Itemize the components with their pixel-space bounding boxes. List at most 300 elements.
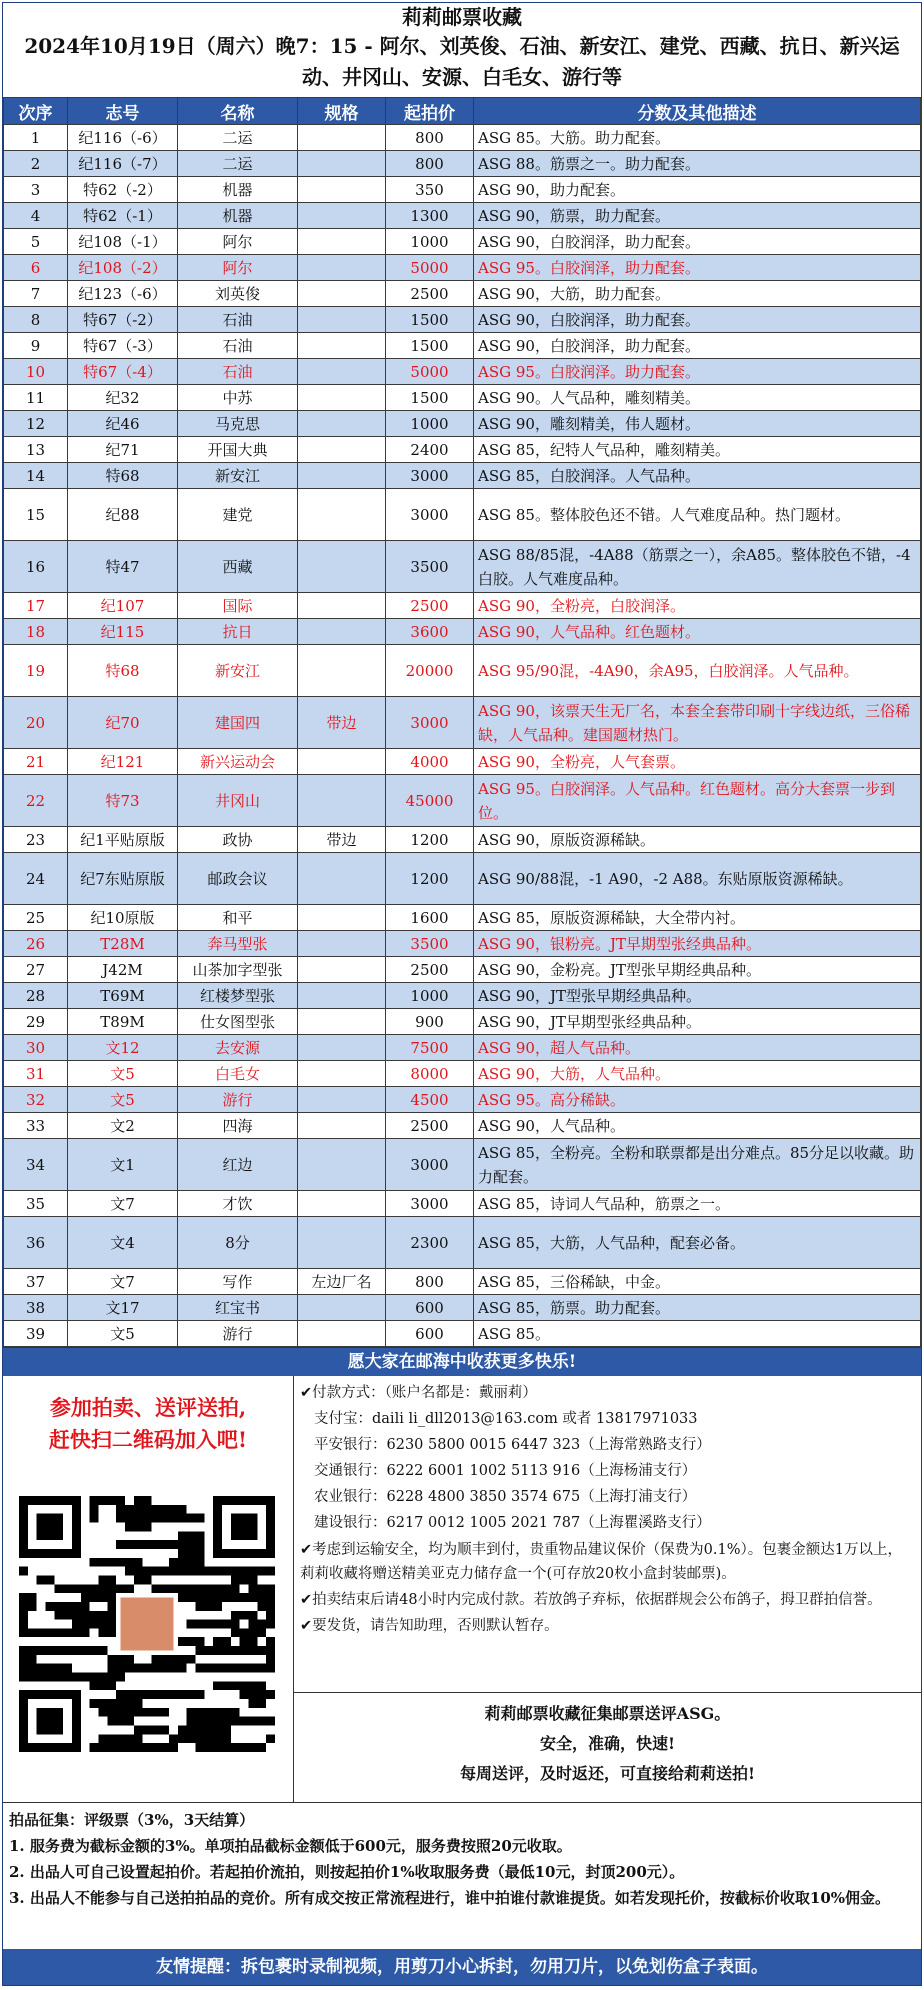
row-desc: ASG 90，大筋，人气品种。 bbox=[474, 1061, 921, 1087]
row-desc: ASG 85，三俗稀缺，中金。 bbox=[474, 1269, 921, 1295]
row-desc: ASG 85，大筋，人气品种，配套必备。 bbox=[474, 1217, 921, 1269]
page-subtitle: 2024年10月19日（周六）晚7：15 - 阿尔、刘英俊、石油、新安江、建党、西藏、抗日、新兴运动、井冈山、安源、白毛女、游行等 bbox=[24, 34, 900, 89]
row-spec bbox=[298, 853, 386, 905]
row-no: 4 bbox=[4, 203, 68, 229]
row-name: 奔马型张 bbox=[178, 931, 298, 957]
row-name: 游行 bbox=[178, 1321, 298, 1347]
table-row bbox=[4, 1139, 921, 1191]
rule-item: 3. 出品人不能参与自己送拍拍品的竞价。所有成交按正常流程进行，谁中拍谁付款谁提货。如若发现托价，按截标价收取10%佣金。 bbox=[9, 1889, 891, 1907]
row-price: 45000 bbox=[386, 775, 474, 827]
row-code: 特67（-2） bbox=[68, 307, 178, 333]
row-price: 900 bbox=[386, 1009, 474, 1035]
row-name: 和平 bbox=[178, 905, 298, 931]
row-price: 1500 bbox=[386, 385, 474, 411]
row-code: 纪1平贴原版 bbox=[68, 827, 178, 853]
bank-line-bocom: 交通银行：6222 6001 1002 5113 916（上海杨浦支行） bbox=[314, 1463, 697, 1479]
asg-service-box bbox=[294, 1692, 921, 1802]
row-desc: ASG 95/90混，-4A90，余A95，白胶润泽。人气品种。 bbox=[474, 645, 921, 697]
row-name: 邮政会议 bbox=[178, 853, 298, 905]
row-price: 8000 bbox=[386, 1061, 474, 1087]
row-spec bbox=[298, 957, 386, 983]
row-spec bbox=[298, 775, 386, 827]
row-desc: ASG 90，人气品种。 bbox=[474, 1113, 921, 1139]
row-price: 1000 bbox=[386, 983, 474, 1009]
row-price: 1200 bbox=[386, 853, 474, 905]
table-row bbox=[4, 749, 921, 775]
table-row bbox=[4, 1009, 921, 1035]
row-name: 二运 bbox=[178, 151, 298, 177]
table-row bbox=[4, 489, 921, 541]
row-spec bbox=[298, 1217, 386, 1269]
row-desc: ASG 90，白胶润泽，助力配套。 bbox=[474, 333, 921, 359]
row-code: 纪107 bbox=[68, 593, 178, 619]
row-spec bbox=[298, 983, 386, 1009]
row-no: 35 bbox=[4, 1191, 68, 1217]
row-spec bbox=[298, 1009, 386, 1035]
table-row bbox=[4, 983, 921, 1009]
row-desc: ASG 85。 bbox=[474, 1321, 921, 1347]
row-code: 纪7东贴原版 bbox=[68, 853, 178, 905]
row-spec: 带边 bbox=[298, 827, 386, 853]
row-spec: 带边 bbox=[298, 697, 386, 749]
row-no: 7 bbox=[4, 281, 68, 307]
row-price: 350 bbox=[386, 177, 474, 203]
asg-line-1: 莉莉邮票收藏征集邮票送评ASG。 bbox=[484, 1704, 731, 1723]
row-no: 30 bbox=[4, 1035, 68, 1061]
row-name: 石油 bbox=[178, 359, 298, 385]
row-price: 3000 bbox=[386, 1191, 474, 1217]
row-spec bbox=[298, 1113, 386, 1139]
row-code: 特68 bbox=[68, 463, 178, 489]
row-code: T28M bbox=[68, 931, 178, 957]
rule-item: 2. 出品人可自己设置起拍价。若起拍价流拍，则按起拍价1%收取服务费（最低10元，封顶200元）。 bbox=[9, 1863, 685, 1881]
row-no: 36 bbox=[4, 1217, 68, 1269]
row-desc: ASG 88。筋票之一。助力配套。 bbox=[474, 151, 921, 177]
table-row bbox=[4, 931, 921, 957]
row-price: 3500 bbox=[386, 541, 474, 593]
row-code: 特67（-4） bbox=[68, 359, 178, 385]
row-desc: ASG 90，雕刻精美，伟人题材。 bbox=[474, 411, 921, 437]
row-no: 10 bbox=[4, 359, 68, 385]
row-price: 2400 bbox=[386, 437, 474, 463]
table-row bbox=[4, 697, 921, 749]
row-no: 15 bbox=[4, 489, 68, 541]
row-code: 纪70 bbox=[68, 697, 178, 749]
table-row bbox=[4, 125, 921, 151]
row-code: 文5 bbox=[68, 1087, 178, 1113]
row-name: 红边 bbox=[178, 1139, 298, 1191]
row-price: 2500 bbox=[386, 281, 474, 307]
row-code: 纪10原版 bbox=[68, 905, 178, 931]
row-no: 1 bbox=[4, 125, 68, 151]
row-no: 14 bbox=[4, 463, 68, 489]
row-price: 2300 bbox=[386, 1217, 474, 1269]
payment-info bbox=[294, 1376, 921, 1692]
table-row bbox=[4, 853, 921, 905]
row-spec bbox=[298, 905, 386, 931]
row-no: 12 bbox=[4, 411, 68, 437]
row-name: 中苏 bbox=[178, 385, 298, 411]
asg-line-2: 安全，准确，快速! bbox=[539, 1734, 676, 1753]
row-spec bbox=[298, 1087, 386, 1113]
row-spec bbox=[298, 463, 386, 489]
table-row bbox=[4, 775, 921, 827]
row-no: 25 bbox=[4, 905, 68, 931]
row-price: 1600 bbox=[386, 905, 474, 931]
row-code: 特47 bbox=[68, 541, 178, 593]
row-name: 新兴运动会 bbox=[178, 749, 298, 775]
row-code: 文5 bbox=[68, 1321, 178, 1347]
row-code: 纪116（-6） bbox=[68, 125, 178, 151]
row-desc: ASG 90，超人气品种。 bbox=[474, 1035, 921, 1061]
auction-table bbox=[3, 97, 921, 1347]
row-name: 新安江 bbox=[178, 645, 298, 697]
row-no: 19 bbox=[4, 645, 68, 697]
row-desc: ASG 90，JT早期型张经典品种。 bbox=[474, 1009, 921, 1035]
row-code: 文2 bbox=[68, 1113, 178, 1139]
row-name: 开国大典 bbox=[178, 437, 298, 463]
row-spec bbox=[298, 437, 386, 463]
row-spec bbox=[298, 541, 386, 593]
promo-text bbox=[3, 1392, 293, 1456]
row-no: 28 bbox=[4, 983, 68, 1009]
row-desc: ASG 90，人气品种。红色题材。 bbox=[474, 619, 921, 645]
page-title: 莉莉邮票收藏 bbox=[402, 5, 522, 29]
promo-line-1: 参加拍卖、送评送拍, bbox=[49, 1395, 247, 1420]
table-row bbox=[4, 593, 921, 619]
row-no: 21 bbox=[4, 749, 68, 775]
table-row bbox=[4, 1035, 921, 1061]
row-price: 3000 bbox=[386, 489, 474, 541]
row-price: 1500 bbox=[386, 333, 474, 359]
bank-line-pingan: 平安银行：6230 5800 0015 6447 323（上海常熟路支行） bbox=[314, 1437, 711, 1453]
row-code: 特62（-2） bbox=[68, 177, 178, 203]
payment-panel bbox=[294, 1376, 921, 1802]
row-spec bbox=[298, 1295, 386, 1321]
table-row bbox=[4, 255, 921, 281]
alipay-line: 支付宝：daili li_dll2013@163.com 或者 13817971033 bbox=[314, 1411, 698, 1427]
row-no: 6 bbox=[4, 255, 68, 281]
bank-line-abc: 农业银行：6228 4800 3850 3574 675（上海打浦支行） bbox=[314, 1489, 697, 1505]
row-name: 西藏 bbox=[178, 541, 298, 593]
row-price: 3000 bbox=[386, 697, 474, 749]
delivery-note: ✔要发货，请告知助理，否则默认暂存。 bbox=[300, 1618, 559, 1634]
row-no: 3 bbox=[4, 177, 68, 203]
row-price: 1000 bbox=[386, 229, 474, 255]
rules-title: 拍品征集：评级票（3%，3天结算） bbox=[9, 1811, 255, 1829]
row-desc: ASG 90，助力配套。 bbox=[474, 177, 921, 203]
row-code: T69M bbox=[68, 983, 178, 1009]
row-spec bbox=[298, 931, 386, 957]
table-row bbox=[4, 645, 921, 697]
row-no: 8 bbox=[4, 307, 68, 333]
row-name: 井冈山 bbox=[178, 775, 298, 827]
row-spec bbox=[298, 593, 386, 619]
row-spec bbox=[298, 749, 386, 775]
row-price: 2500 bbox=[386, 1113, 474, 1139]
row-no: 34 bbox=[4, 1139, 68, 1191]
row-name: 刘英俊 bbox=[178, 281, 298, 307]
row-price: 800 bbox=[386, 125, 474, 151]
row-price: 20000 bbox=[386, 645, 474, 697]
table-row bbox=[4, 359, 921, 385]
row-code: 文4 bbox=[68, 1217, 178, 1269]
row-no: 22 bbox=[4, 775, 68, 827]
row-no: 5 bbox=[4, 229, 68, 255]
row-desc: ASG 85，诗词人气品种，筋票之一。 bbox=[474, 1191, 921, 1217]
row-spec bbox=[298, 1191, 386, 1217]
row-code: 文5 bbox=[68, 1061, 178, 1087]
row-no: 24 bbox=[4, 853, 68, 905]
row-price: 4500 bbox=[386, 1087, 474, 1113]
row-spec bbox=[298, 645, 386, 697]
payment-title: ✔付款方式：（账户名都是：戴丽莉） bbox=[300, 1385, 537, 1401]
row-price: 3600 bbox=[386, 619, 474, 645]
row-code: 纪115 bbox=[68, 619, 178, 645]
row-price: 600 bbox=[386, 1321, 474, 1347]
table-row bbox=[4, 619, 921, 645]
row-desc: ASG 90，筋票，助力配套。 bbox=[474, 203, 921, 229]
table-row bbox=[4, 463, 921, 489]
row-desc: ASG 90，原版资源稀缺。 bbox=[474, 827, 921, 853]
row-price: 600 bbox=[386, 1295, 474, 1321]
row-no: 27 bbox=[4, 957, 68, 983]
row-code: 特62（-1） bbox=[68, 203, 178, 229]
row-spec bbox=[298, 385, 386, 411]
row-desc: ASG 90，全粉亮，白胶润泽。 bbox=[474, 593, 921, 619]
row-code: 特68 bbox=[68, 645, 178, 697]
row-desc: ASG 85。整体胶色还不错。人气难度品种。热门题材。 bbox=[474, 489, 921, 541]
row-name: 抗日 bbox=[178, 619, 298, 645]
row-code: 纪121 bbox=[68, 749, 178, 775]
row-desc: ASG 95。白胶润泽。助力配套。 bbox=[474, 359, 921, 385]
table-row bbox=[4, 1321, 921, 1347]
table-row bbox=[4, 905, 921, 931]
row-code: 文17 bbox=[68, 1295, 178, 1321]
row-price: 3000 bbox=[386, 1139, 474, 1191]
table-row bbox=[4, 1087, 921, 1113]
row-name: 白毛女 bbox=[178, 1061, 298, 1087]
row-desc: ASG 90，白胶润泽，助力配套。 bbox=[474, 229, 921, 255]
col-header-desc: 分数及其他描述 bbox=[474, 98, 921, 125]
row-no: 33 bbox=[4, 1113, 68, 1139]
row-price: 2500 bbox=[386, 593, 474, 619]
table-row bbox=[4, 827, 921, 853]
row-price: 3500 bbox=[386, 931, 474, 957]
row-code: 纪88 bbox=[68, 489, 178, 541]
row-code: 特73 bbox=[68, 775, 178, 827]
row-no: 38 bbox=[4, 1295, 68, 1321]
row-spec bbox=[298, 1139, 386, 1191]
row-no: 32 bbox=[4, 1087, 68, 1113]
row-code: 纪116（-7） bbox=[68, 151, 178, 177]
row-desc: ASG 85。大筋。助力配套。 bbox=[474, 125, 921, 151]
payment-deadline-note: ✔拍卖结束后请48小时内完成付款。若放鸽子弃标，依据群规会公布鸽子，拇卫群拍信誉。 bbox=[300, 1592, 882, 1608]
row-name: 二运 bbox=[178, 125, 298, 151]
row-no: 37 bbox=[4, 1269, 68, 1295]
table-row bbox=[4, 1269, 921, 1295]
row-code: 纪108（-2） bbox=[68, 255, 178, 281]
table-row bbox=[4, 1061, 921, 1087]
row-desc: ASG 85，筋票。助力配套。 bbox=[474, 1295, 921, 1321]
row-price: 1200 bbox=[386, 827, 474, 853]
row-name: 国际 bbox=[178, 593, 298, 619]
row-spec bbox=[298, 177, 386, 203]
row-no: 2 bbox=[4, 151, 68, 177]
row-name: 四海 bbox=[178, 1113, 298, 1139]
qr-code-icon[interactable] bbox=[19, 1496, 275, 1752]
row-desc: ASG 85，原版资源稀缺，大全带内衬。 bbox=[474, 905, 921, 931]
row-spec bbox=[298, 125, 386, 151]
row-price: 2500 bbox=[386, 957, 474, 983]
row-desc: ASG 95。高分稀缺。 bbox=[474, 1087, 921, 1113]
row-name: 游行 bbox=[178, 1087, 298, 1113]
table-row bbox=[4, 229, 921, 255]
row-spec bbox=[298, 333, 386, 359]
row-name: 马克思 bbox=[178, 411, 298, 437]
table-row bbox=[4, 1295, 921, 1321]
table-header-row bbox=[4, 98, 921, 125]
row-name: 政协 bbox=[178, 827, 298, 853]
col-header-name: 名称 bbox=[178, 98, 298, 125]
row-code: 纪108（-1） bbox=[68, 229, 178, 255]
asg-line-3: 每周送评，及时返还，可直接给莉莉送拍! bbox=[459, 1764, 756, 1783]
row-no: 23 bbox=[4, 827, 68, 853]
row-name: 去安源 bbox=[178, 1035, 298, 1061]
row-no: 13 bbox=[4, 437, 68, 463]
row-spec bbox=[298, 151, 386, 177]
table-row bbox=[4, 1113, 921, 1139]
table-row bbox=[4, 281, 921, 307]
row-desc: ASG 90。人气品种，雕刻精美。 bbox=[474, 385, 921, 411]
row-price: 1000 bbox=[386, 411, 474, 437]
row-spec bbox=[298, 1061, 386, 1087]
wish-banner: 愿大家在邮海中收获更多快乐! bbox=[3, 1347, 921, 1376]
table-row bbox=[4, 333, 921, 359]
col-header-code: 志号 bbox=[68, 98, 178, 125]
info-section bbox=[3, 1376, 921, 1803]
row-code: 文12 bbox=[68, 1035, 178, 1061]
row-name: 新安江 bbox=[178, 463, 298, 489]
row-desc: ASG 85，全粉亮。全粉和联票都是出分难点。85分足以收藏。助力配套。 bbox=[474, 1139, 921, 1191]
row-code: 文7 bbox=[68, 1269, 178, 1295]
row-spec: 左边厂名 bbox=[298, 1269, 386, 1295]
table-row bbox=[4, 1191, 921, 1217]
row-desc: ASG 95。白胶润泽，助力配套。 bbox=[474, 255, 921, 281]
table-row bbox=[4, 307, 921, 333]
row-desc: ASG 85，纪特人气品种，雕刻精美。 bbox=[474, 437, 921, 463]
row-no: 9 bbox=[4, 333, 68, 359]
row-name: 机器 bbox=[178, 203, 298, 229]
row-desc: ASG 85，白胶润泽。人气品种。 bbox=[474, 463, 921, 489]
row-no: 29 bbox=[4, 1009, 68, 1035]
col-header-price: 起拍价 bbox=[386, 98, 474, 125]
row-no: 39 bbox=[4, 1321, 68, 1347]
qr-panel bbox=[3, 1376, 294, 1802]
row-spec bbox=[298, 307, 386, 333]
row-spec bbox=[298, 281, 386, 307]
row-code: T89M bbox=[68, 1009, 178, 1035]
row-desc: ASG 90，大筋，助力配套。 bbox=[474, 281, 921, 307]
row-price: 4000 bbox=[386, 749, 474, 775]
row-spec bbox=[298, 359, 386, 385]
row-spec bbox=[298, 255, 386, 281]
row-no: 26 bbox=[4, 931, 68, 957]
table-row bbox=[4, 177, 921, 203]
row-code: 纪32 bbox=[68, 385, 178, 411]
row-code: 文1 bbox=[68, 1139, 178, 1191]
row-code: 纪123（-6） bbox=[68, 281, 178, 307]
row-name: 建国四 bbox=[178, 697, 298, 749]
table-row bbox=[4, 151, 921, 177]
row-name: 才饮 bbox=[178, 1191, 298, 1217]
row-name: 8分 bbox=[178, 1217, 298, 1269]
row-spec bbox=[298, 489, 386, 541]
row-price: 3000 bbox=[386, 463, 474, 489]
col-header-spec: 规格 bbox=[298, 98, 386, 125]
row-desc: ASG 90，银粉亮。JT早期型张经典品种。 bbox=[474, 931, 921, 957]
bank-line-ccb: 建设银行：6217 0012 1005 2021 787（上海瞿溪路支行） bbox=[314, 1515, 711, 1531]
table-row bbox=[4, 437, 921, 463]
row-desc: ASG 90，全粉亮，人气套票。 bbox=[474, 749, 921, 775]
row-spec bbox=[298, 619, 386, 645]
row-price: 5000 bbox=[386, 359, 474, 385]
row-name: 石油 bbox=[178, 333, 298, 359]
row-price: 7500 bbox=[386, 1035, 474, 1061]
row-price: 1300 bbox=[386, 203, 474, 229]
row-name: 阿尔 bbox=[178, 229, 298, 255]
friendly-reminder: 友情提醒：拆包裹时录制视频，用剪刀小心拆封，勿用刀片，以免划伤盒子表面。 bbox=[3, 1949, 921, 1985]
table-row bbox=[4, 1217, 921, 1269]
row-name: 红楼梦型张 bbox=[178, 983, 298, 1009]
row-no: 16 bbox=[4, 541, 68, 593]
shipping-note: ✔考虑到运输安全，均为顺丰到付，贵重物品建议保价（保费为0.1%）。包裹金额达1万以上，莉莉收藏将赠送精美亚克力储存盒一个(可存放20枚小盒封装邮票)。 bbox=[300, 1542, 902, 1582]
row-price: 800 bbox=[386, 151, 474, 177]
table-row bbox=[4, 541, 921, 593]
row-name: 仕女图型张 bbox=[178, 1009, 298, 1035]
table-row bbox=[4, 957, 921, 983]
row-desc: ASG 95。白胶润泽。人气品种。红色题材。高分大套票一步到位。 bbox=[474, 775, 921, 827]
rule-item: 1. 服务费为截标金额的3%。单项拍品截标金额低于600元，服务费按照20元收取。 bbox=[9, 1837, 572, 1855]
row-desc: ASG 88/85混，-4A88（筋票之一），余A85。整体胶色不错，-4白胶。人气难度品种。 bbox=[474, 541, 921, 593]
table-row bbox=[4, 411, 921, 437]
row-spec bbox=[298, 203, 386, 229]
promo-line-2: 赶快扫二维码加入吧! bbox=[48, 1427, 248, 1452]
row-desc: ASG 90，白胶润泽，助力配套。 bbox=[474, 307, 921, 333]
row-no: 18 bbox=[4, 619, 68, 645]
row-code: J42M bbox=[68, 957, 178, 983]
row-name: 写作 bbox=[178, 1269, 298, 1295]
row-price: 5000 bbox=[386, 255, 474, 281]
row-name: 机器 bbox=[178, 177, 298, 203]
row-price: 800 bbox=[386, 1269, 474, 1295]
row-no: 20 bbox=[4, 697, 68, 749]
row-code: 纪46 bbox=[68, 411, 178, 437]
row-desc: ASG 90，JT型张早期经典品种。 bbox=[474, 983, 921, 1009]
row-name: 山茶加字型张 bbox=[178, 957, 298, 983]
row-no: 31 bbox=[4, 1061, 68, 1087]
row-code: 特67（-3） bbox=[68, 333, 178, 359]
row-code: 文7 bbox=[68, 1191, 178, 1217]
row-spec bbox=[298, 1035, 386, 1061]
row-price: 1500 bbox=[386, 307, 474, 333]
row-name: 阿尔 bbox=[178, 255, 298, 281]
row-no: 11 bbox=[4, 385, 68, 411]
auction-sheet bbox=[2, 2, 922, 1986]
row-desc: ASG 90，金粉亮。JT型张早期经典品种。 bbox=[474, 957, 921, 983]
consignment-rules bbox=[3, 1803, 921, 1915]
row-name: 石油 bbox=[178, 307, 298, 333]
